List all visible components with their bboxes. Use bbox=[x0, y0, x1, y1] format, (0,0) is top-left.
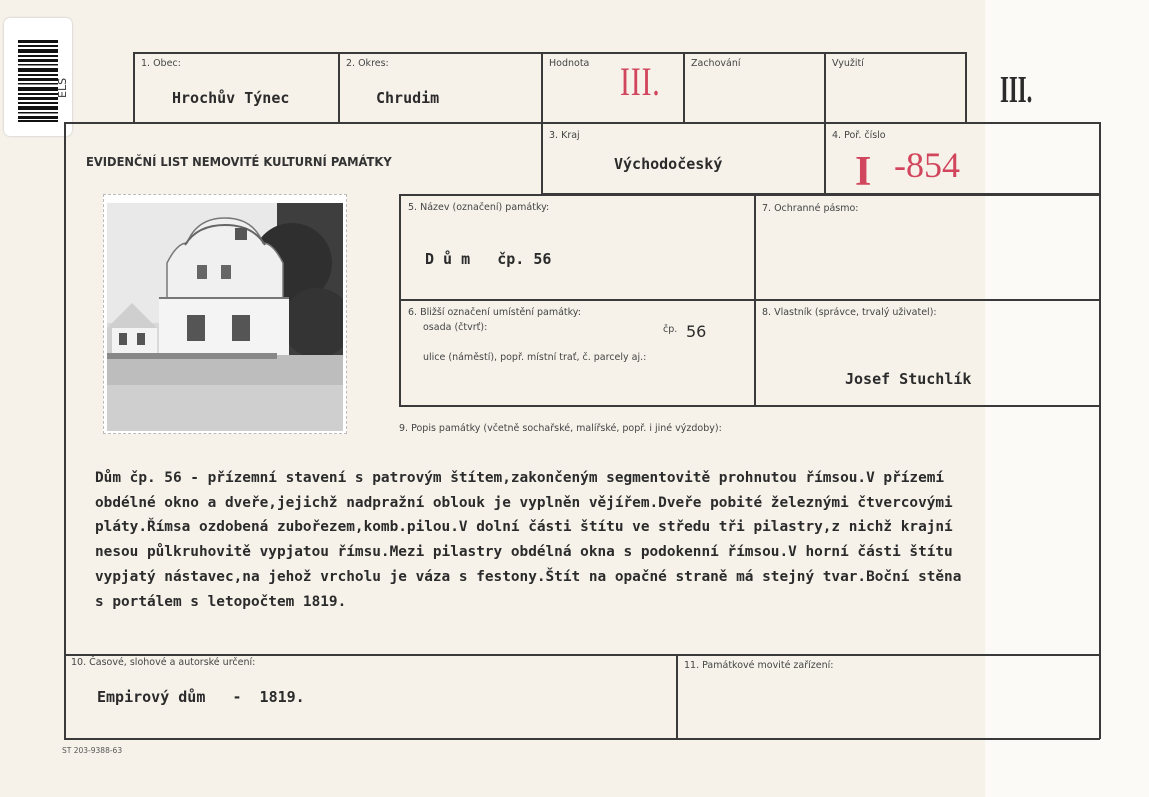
barcode-sticker bbox=[4, 18, 72, 136]
hodnota-label: Hodnota bbox=[549, 58, 590, 69]
obec-value: Hrochův Týnec bbox=[172, 89, 290, 107]
zachovani-label: Zachování bbox=[691, 58, 741, 69]
kraj-label: 3. Kraj bbox=[549, 130, 580, 141]
osada-label: osada (čtvrť): bbox=[423, 322, 488, 333]
por-value: -854 bbox=[894, 145, 960, 185]
vlastnik-label: 8. Vlastník (správce, trvalý uživatel): bbox=[762, 307, 937, 318]
name-box-bottom bbox=[399, 405, 1100, 407]
urceni-value: Empirový dům - 1819. bbox=[97, 688, 305, 706]
ulice-label: ulice (náměstí), popř. místní trať, č. parcely aj.: bbox=[423, 352, 647, 363]
frame-left bbox=[64, 122, 66, 739]
pasmo-label: 7. Ochranné pásmo: bbox=[762, 203, 859, 214]
frame-bottom bbox=[64, 738, 1100, 740]
vyuziti-label: Využití bbox=[832, 58, 864, 69]
name-box-top bbox=[399, 194, 1100, 196]
cp-label: čp. bbox=[663, 324, 678, 335]
okres-label: 2. Okres: bbox=[346, 58, 389, 69]
header-divider-5 bbox=[824, 52, 826, 193]
header-divider-1 bbox=[133, 52, 135, 122]
sticker-text: ELS bbox=[56, 77, 69, 98]
header-top-line bbox=[133, 52, 966, 54]
header-bottom-line bbox=[64, 122, 1100, 124]
section-10-top bbox=[64, 654, 1100, 656]
header-divider-3 bbox=[541, 52, 543, 193]
frame-right bbox=[1099, 122, 1101, 739]
section-10-divider bbox=[676, 654, 678, 739]
cp-value: 56 bbox=[686, 322, 707, 341]
nazev-value: D ů m čp. 56 bbox=[425, 250, 552, 268]
barcode-icon bbox=[18, 40, 58, 122]
header-divider-6 bbox=[965, 52, 967, 122]
por-prefix: I bbox=[855, 149, 872, 195]
kraj-value: Východočeský bbox=[614, 155, 723, 173]
hodnota-stamp: III. bbox=[620, 59, 661, 104]
vlastnik-value: Josef Stuchlík bbox=[845, 370, 972, 388]
form-title: EVIDENČNÍ LIST NEMOVITÉ KULTURNÍ PAMÁTKY bbox=[86, 154, 392, 169]
popis-label: 9. Popis památky (včetně sochařské, malířské, popř. i jiné výzdoby): bbox=[399, 423, 722, 434]
footer-code: ST 203-9388-63 bbox=[62, 746, 123, 755]
name-box-row bbox=[399, 299, 1100, 301]
popis-text: Dům čp. 56 - přízemní stavení s patrovým štítem,zakončeným segmentovitě prohnutou římsou.V přízemí obdélné okno a dveře,jejichž nadpražní oblouk je vyplněn vějířem.Dveře pobité železnými čtvercovými pláty.Římsa ozdobená zubořezem,komb.pilou.V dolní části štítu ve středu tři pilastry,z nichž krajní nesou půlkruhovitě vypjatou římsu.Mezi pilastry obdélná okna s podokenní římsou.V horní části štítu vypjatý nástavec,na jehož vrcholu je váza s festony.Štít na opačné straně má stejný tvar.Boční stěna s portálem s letopočtem 1819. bbox=[95, 470, 962, 610]
okres-value: Chrudim bbox=[376, 89, 440, 107]
umisteni-label: 6. Bližší označení umístění památky: bbox=[408, 307, 581, 318]
urceni-label: 10. Časové, slohové a autorské určení: bbox=[71, 657, 256, 668]
paper-edge bbox=[985, 0, 1149, 797]
por-label: 4. Poř. číslo bbox=[832, 130, 886, 141]
zarizeni-label: 11. Památkové movité zařízení: bbox=[684, 660, 834, 671]
header-divider-2 bbox=[338, 52, 340, 122]
header-divider-4 bbox=[683, 52, 685, 122]
monument-photo bbox=[103, 194, 347, 434]
obec-label: 1. Obec: bbox=[141, 58, 181, 69]
corner-mark: III. bbox=[1000, 69, 1033, 111]
nazev-label: 5. Název (označení) památky: bbox=[408, 202, 550, 213]
